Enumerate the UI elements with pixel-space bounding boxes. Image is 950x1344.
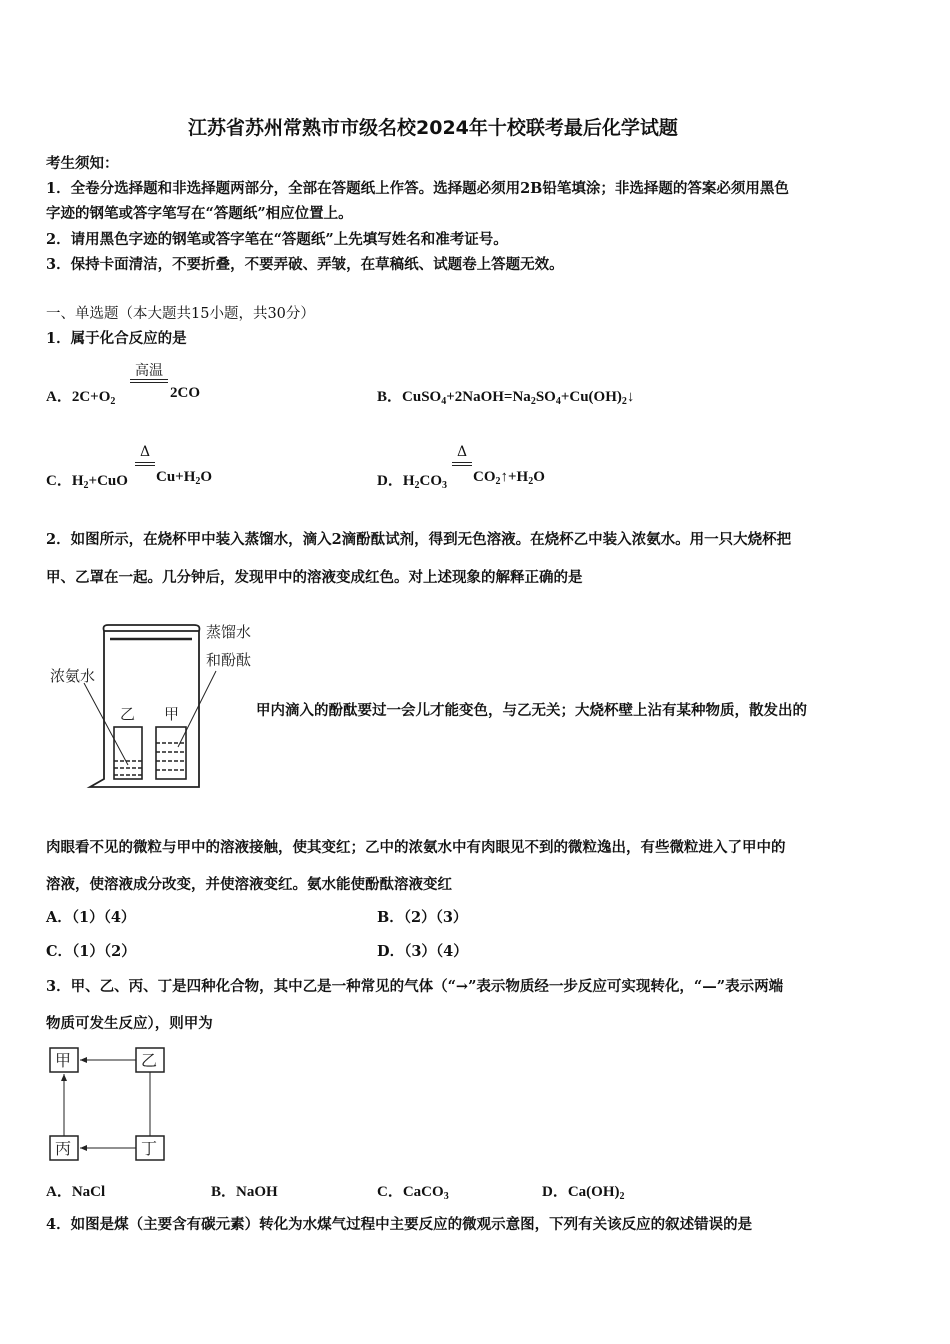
q2-option-d: D．（3）（4） xyxy=(377,943,468,960)
label-jia: 甲 xyxy=(55,1051,72,1070)
q3-relation-diagram xyxy=(44,1040,174,1165)
label-bing: 丙 xyxy=(55,1139,72,1158)
q1-d-bar-2 xyxy=(452,465,472,466)
q3-option-b-label: B． xyxy=(211,1184,237,1200)
q3-option-a xyxy=(46,1180,105,1201)
q1-d-condition: Δ xyxy=(456,444,468,460)
q2-option-b: B．（2）（3） xyxy=(377,909,468,926)
label-anshui: 浓氨水 xyxy=(50,667,96,685)
q2-line-3: 肉眼看不见的微粒与甲中的溶液接触，使其变红；乙中的浓氨水中有肉眼见不到的微粒逸出，有些微粒进入了甲中的 xyxy=(46,839,786,856)
notice-item-1-line-1: 1．全卷分选择题和非选择题两部分，全部在答题纸上作答。选择题必须用2B铅笔填涂；非选择题的答案必须用黑色 xyxy=(46,180,789,197)
q1-option-c: C．$H_2+CuO$ xyxy=(46,473,128,491)
big-beaker-outline xyxy=(90,631,199,787)
q1-option-d: D．$H_2CO_3$ xyxy=(377,473,448,491)
q3-option-a-value: NaCl xyxy=(71,1184,106,1200)
pointer-anshui xyxy=(84,683,128,765)
beaker-jia xyxy=(156,727,186,779)
q3-option-c: C．CaCO$_3$ xyxy=(377,1184,449,1202)
q1-c-bar-2 xyxy=(135,465,155,466)
q2-text-beside-figure: 甲内滴入的酚酞要过一会儿才能变色，与乙无关；大烧杯壁上沾有某种物质，散发出的 xyxy=(256,702,807,719)
q3-option-b xyxy=(211,1180,278,1201)
big-beaker-top xyxy=(104,625,200,631)
q1-option-b-label: B． xyxy=(377,389,403,405)
q1-a-condition: 高温 xyxy=(135,363,163,379)
q1-option-a: A．$2C+O_2$ xyxy=(46,389,116,407)
page-title: 江苏省苏州常熟市市级名校2024年十校联考最后化学试题 xyxy=(188,117,678,139)
q3-option-c-label: C． xyxy=(377,1184,403,1200)
label-zhengliu-2: 和酚酞 xyxy=(206,651,252,669)
q1-stem: 1．属于化合反应的是 xyxy=(46,330,187,347)
q3-option-d: D．$Ca(OH)_2$ xyxy=(542,1184,625,1202)
q4-stem: 4．如图是煤（主要含有碳元素）转化为水煤气过程中主要反应的微观示意图，下列有关该反应的叙述错误的是 xyxy=(46,1216,753,1233)
q1-option-b: B．$CuSO_4+2NaOH=Na_2SO_4+Cu(OH)_2↓$ xyxy=(377,389,635,407)
q3-option-b-value: NaOH xyxy=(236,1184,278,1200)
q2-option-c: C．（1）（2） xyxy=(46,943,136,960)
q1-d-product: $CO_2↑+H_2O$ xyxy=(473,469,545,487)
q2-beaker-figure xyxy=(44,615,264,795)
q3-line-1: 3．甲、乙、丙、丁是四种化合物，其中乙是一种常见的气体（“→”表示物质经一步反应可实现转化，“—”表示两端 xyxy=(46,978,784,995)
q1-option-c-label: C． xyxy=(46,473,72,489)
q1-c-bar-1 xyxy=(135,462,155,463)
q1-a-bar-1 xyxy=(130,379,168,380)
notice-heading: 考生须知： xyxy=(46,155,119,172)
label-beaker-yi: 乙 xyxy=(120,705,136,723)
q1-d-bar-1 xyxy=(452,462,472,463)
pointer-zhengliu xyxy=(178,671,216,747)
label-zhengliu-1: 蒸馏水 xyxy=(206,623,252,641)
q3-option-d-label: D． xyxy=(542,1184,568,1200)
q1-a-product: 2CO xyxy=(170,385,200,401)
notice-item-3: 3．保持卡面清洁，不要折叠，不要弄破、弄皱，在草稿纸、试题卷上答题无效。 xyxy=(46,256,564,273)
section-heading: 一、单选题（本大题共15小题，共30分） xyxy=(46,306,315,322)
q1-option-d-label: D． xyxy=(377,473,403,489)
q1-c-product: $Cu+H_2O$ xyxy=(156,469,213,487)
notice-item-2: 2．请用黑色字迹的钢笔或答字笔在“答题纸”上先填写姓名和准考证号。 xyxy=(46,231,508,248)
q1-option-a-label: A． xyxy=(46,389,72,405)
label-ding: 丁 xyxy=(141,1139,158,1158)
beaker-yi xyxy=(114,727,142,779)
q2-line-1: 2．如图所示，在烧杯甲中装入蒸馏水，滴入2滴酚酞试剂，得到无色溶液。在烧杯乙中装入浓氨水。用一只大烧杯把 xyxy=(46,531,792,548)
q2-line-2: 甲、乙罩在一起。几分钟后，发现甲中的溶液变成红色。对上述现象的解释正确的是 xyxy=(46,569,583,586)
q2-option-a: A．（1）（4） xyxy=(46,909,136,926)
q3-option-a-label: A． xyxy=(46,1184,72,1200)
label-yi: 乙 xyxy=(141,1051,158,1070)
q2-line-4: 溶液，使溶液成分改变，并使溶液变红。氨水能使酚酞溶液变红 xyxy=(46,876,452,893)
q1-a-bar-2 xyxy=(130,382,168,383)
label-beaker-jia: 甲 xyxy=(164,705,180,723)
notice-item-1-line-2: 字迹的钢笔或答字笔写在“答题纸”相应位置上。 xyxy=(46,205,353,222)
q1-c-condition: Δ xyxy=(139,444,151,460)
q3-line-2: 物质可发生反应），则甲为 xyxy=(46,1015,213,1032)
